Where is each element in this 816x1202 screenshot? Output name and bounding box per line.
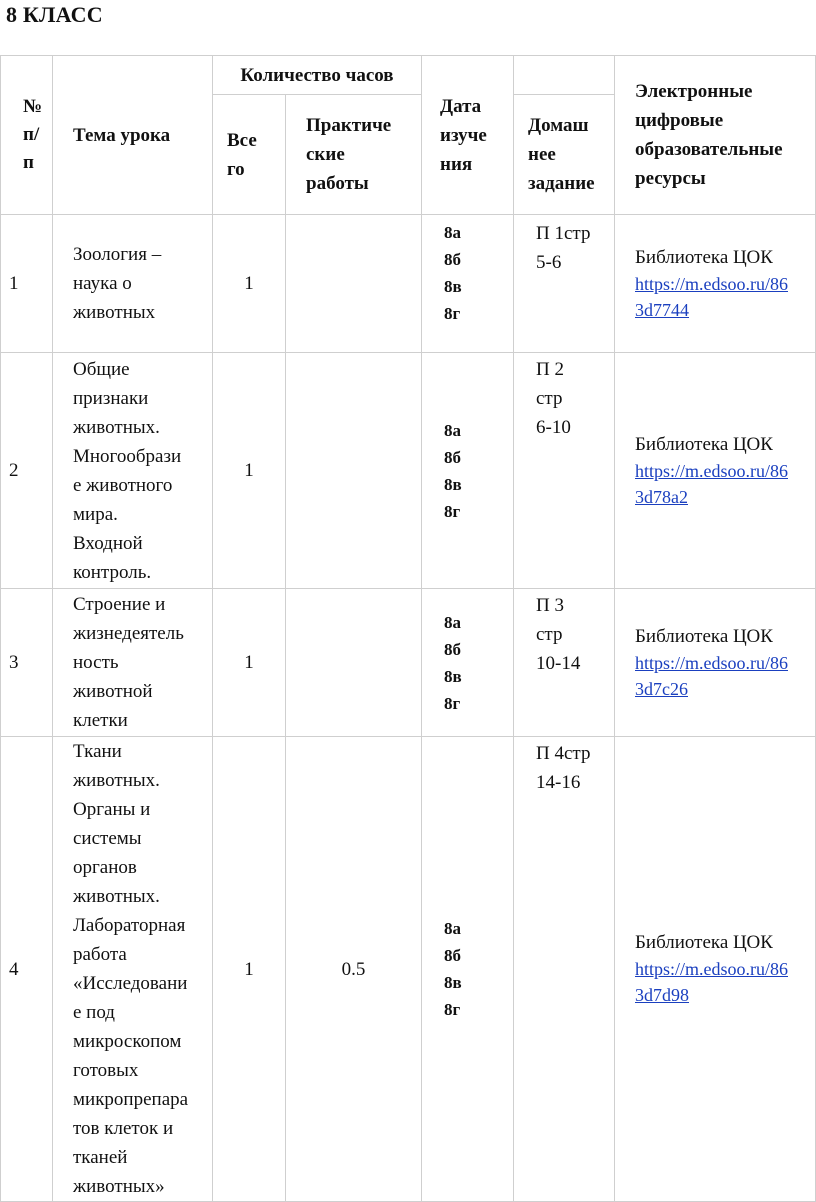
table-row	[1, 215, 816, 353]
row-resources: Библиотека ЦОК https://m.edsoo.ru/86 3d7744	[615, 215, 816, 353]
row-number: 3	[1, 589, 53, 737]
row-homework: П 4стр 14-16	[514, 737, 615, 1202]
row-topic: Строение и жизнедеятель ность животной клетки	[53, 589, 213, 737]
row-dates: 8а 8б 8в 8г	[422, 215, 514, 353]
row-dates: 8а 8б 8в 8г	[422, 589, 514, 737]
resource-link[interactable]: https://m.edsoo.ru/86 3d78a2	[635, 460, 788, 507]
header-topic: Тема урока	[53, 56, 213, 215]
row-practical	[286, 589, 422, 737]
resource-link[interactable]: https://m.edsoo.ru/86 3d7744	[635, 273, 788, 320]
header-number: № п/ п	[1, 56, 53, 215]
header-row-top	[1, 56, 816, 95]
header-homework: Домаш нее задание	[514, 95, 615, 215]
row-hours: 1	[213, 353, 286, 589]
row-topic: Зоология – наука о животных	[53, 215, 213, 353]
row-hours: 1	[213, 589, 286, 737]
table-row	[1, 353, 816, 589]
row-resources: Библиотека ЦОК https://m.edsoo.ru/86 3d78a2	[615, 353, 816, 589]
table-row	[1, 737, 816, 1202]
resource-link[interactable]: https://m.edsoo.ru/86 3d7c26	[635, 652, 788, 699]
header-date: Дата изуче ния	[422, 56, 514, 215]
row-homework: П 3 стр 10-14	[514, 589, 615, 737]
row-number: 2	[1, 353, 53, 589]
row-hours: 1	[213, 737, 286, 1202]
row-practical	[286, 353, 422, 589]
row-resources: Библиотека ЦОК https://m.edsoo.ru/86 3d7d98	[615, 737, 816, 1202]
row-dates: 8а 8б 8в 8г	[422, 353, 514, 589]
row-hours: 1	[213, 215, 286, 353]
row-topic: Ткани животных. Органы и системы органов животных. Лабораторная работа «Исследовани е под микроскопом готовых микропрепара тов клеток и тканей животных»	[53, 737, 213, 1202]
resource-link[interactable]: https://m.edsoo.ru/86 3d7d98	[635, 959, 788, 1005]
header-practical: Практиче ские работы	[286, 95, 422, 215]
row-homework: П 1стр 5-6	[514, 215, 615, 353]
row-resources: Библиотека ЦОК https://m.edsoo.ru/86 3d7c26	[615, 589, 816, 737]
row-number: 4	[1, 737, 53, 1202]
row-practical: 0.5	[286, 737, 422, 1202]
lesson-plan-table	[0, 55, 816, 1202]
table-row	[1, 589, 816, 737]
header-hours-group: Количество часов	[213, 56, 422, 95]
row-topic: Общие признаки животных. Многообрази е животного мира. Входной контроль.	[53, 353, 213, 589]
row-number: 1	[1, 215, 53, 353]
page-title: 8 КЛАСС	[6, 2, 103, 27]
row-homework: П 2 стр 6-10	[514, 353, 615, 589]
header-resources: Электронные цифровые образовательные ресурсы	[615, 56, 816, 215]
header-homework-empty	[514, 56, 615, 95]
row-dates: 8а 8б 8в 8г	[422, 737, 514, 1202]
header-total: Все го	[213, 95, 286, 215]
row-practical	[286, 215, 422, 353]
